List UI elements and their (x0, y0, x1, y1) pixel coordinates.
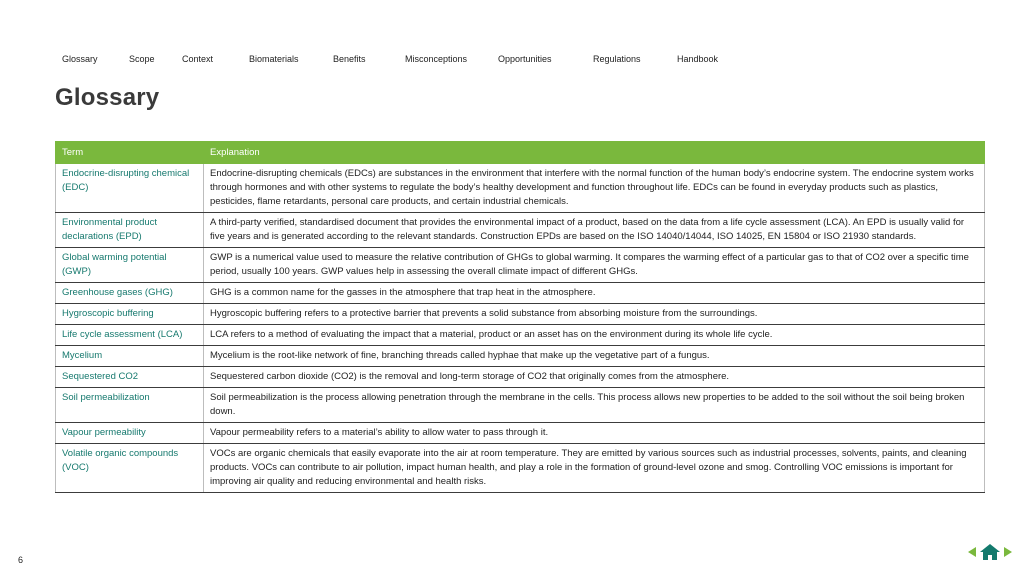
glossary-term: Endocrine-disrupting chemical (EDC) (56, 164, 204, 213)
glossary-term: Hygroscopic buffering (56, 304, 204, 325)
previous-arrow-icon[interactable] (968, 547, 976, 557)
table-row (56, 423, 985, 444)
home-icon[interactable] (979, 543, 1001, 561)
glossary-term: Life cycle assessment (LCA) (56, 325, 204, 346)
table-row (56, 248, 985, 283)
glossary-term: Sequestered CO2 (56, 367, 204, 388)
nav-item-context[interactable]: Context (182, 54, 214, 64)
table-row (56, 388, 985, 423)
column-header-explanation: Explanation (204, 142, 985, 164)
nav-item-misconceptions[interactable]: Misconceptions (405, 54, 468, 64)
table-row (56, 304, 985, 325)
table-header-row (56, 142, 985, 164)
glossary-table (55, 141, 985, 493)
glossary-explanation: VOCs are organic chemicals that easily evaporate into the air at room temperature. They are emitted by various sources such as industrial processes, solvents, paints, and cleaning products. VOCs can contribute to air pollution, impact human health, and play a role in the formation of ground-level ozone and smog. Controlling VOC emissions is important for improving air quality and reducing environmental and health risks. (204, 444, 985, 493)
table-row (56, 325, 985, 346)
glossary-explanation: LCA refers to a method of evaluating the impact that a material, product or an asset has on the environment during its whole life cycle. (204, 325, 985, 346)
glossary-explanation: Endocrine-disrupting chemicals (EDCs) are substances in the environment that interfere with the normal function of the human body’s endocrine system. The endocrine system works through hormones and with other systems to regulate the body’s healthy development and function throughout life. EDCs can be found in everyday products such as plastics, pesticides, flame retardants, personal care products, and certain industrial chemicals. (204, 164, 985, 213)
glossary-explanation: Hygroscopic buffering refers to a protective barrier that prevents a solid substance from absorbing moisture from the surroundings. (204, 304, 985, 325)
top-nav (0, 54, 1024, 68)
glossary-term: Vapour permeability (56, 423, 204, 444)
nav-item-glossary[interactable]: Glossary (62, 54, 98, 64)
glossary-explanation: Mycelium is the root-like network of fine, branching threads called hyphae that make up the vegetative part of a fungus. (204, 346, 985, 367)
table-row (56, 444, 985, 493)
next-arrow-icon[interactable] (1004, 547, 1012, 557)
glossary-explanation: GWP is a numerical value used to measure the relative contribution of GHGs to global warming. It compares the warming effect of a particular gas to that of CO2 over a specific time period, usually 100 years. GWP values help in assessing the overall climate impact of different GHGs. (204, 248, 985, 283)
glossary-explanation: Soil permeabilization is the process allowing penetration through the membrane in the cells. This process allows new properties to be added to the soil without the soil being broken down. (204, 388, 985, 423)
glossary-term: Global warming potential (GWP) (56, 248, 204, 283)
nav-item-regulations[interactable]: Regulations (593, 54, 641, 64)
table-row (56, 283, 985, 304)
column-header-term: Term (56, 142, 204, 164)
nav-item-scope[interactable]: Scope (129, 54, 155, 64)
glossary-term: Volatile organic compounds (VOC) (56, 444, 204, 493)
table-row (56, 164, 985, 213)
page-number: 6 (18, 555, 24, 565)
glossary-term: Soil permeabilization (56, 388, 204, 423)
table-row (56, 367, 985, 388)
glossary-term: Mycelium (56, 346, 204, 367)
nav-item-handbook[interactable]: Handbook (677, 54, 719, 64)
page-title: Glossary (55, 84, 160, 111)
nav-item-opportunities[interactable]: Opportunities (498, 54, 552, 64)
glossary-term: Greenhouse gases (GHG) (56, 283, 204, 304)
glossary-explanation: Sequestered carbon dioxide (CO2) is the removal and long-term storage of CO2 that originally comes from the atmosphere. (204, 367, 985, 388)
glossary-explanation: A third-party verified, standardised document that provides the environmental impact of a product, based on the data from a life cycle assessment (LCA). An EPD is usually valid for five years and is generated according to the relevant standards. Construction EPDs are based on the ISO 14040/14044, ISO 14025, EN 15804 or ISO 21930 standards. (204, 213, 985, 248)
table-row (56, 346, 985, 367)
nav-item-benefits[interactable]: Benefits (333, 54, 366, 64)
glossary-explanation: GHG is a common name for the gasses in the atmosphere that trap heat in the atmosphere. (204, 283, 985, 304)
nav-item-biomaterials[interactable]: Biomaterials (249, 54, 299, 64)
glossary-explanation: Vapour permeability refers to a material’s ability to allow water to pass through it. (204, 423, 985, 444)
table-row (56, 213, 985, 248)
glossary-term: Environmental product declarations (EPD) (56, 213, 204, 248)
